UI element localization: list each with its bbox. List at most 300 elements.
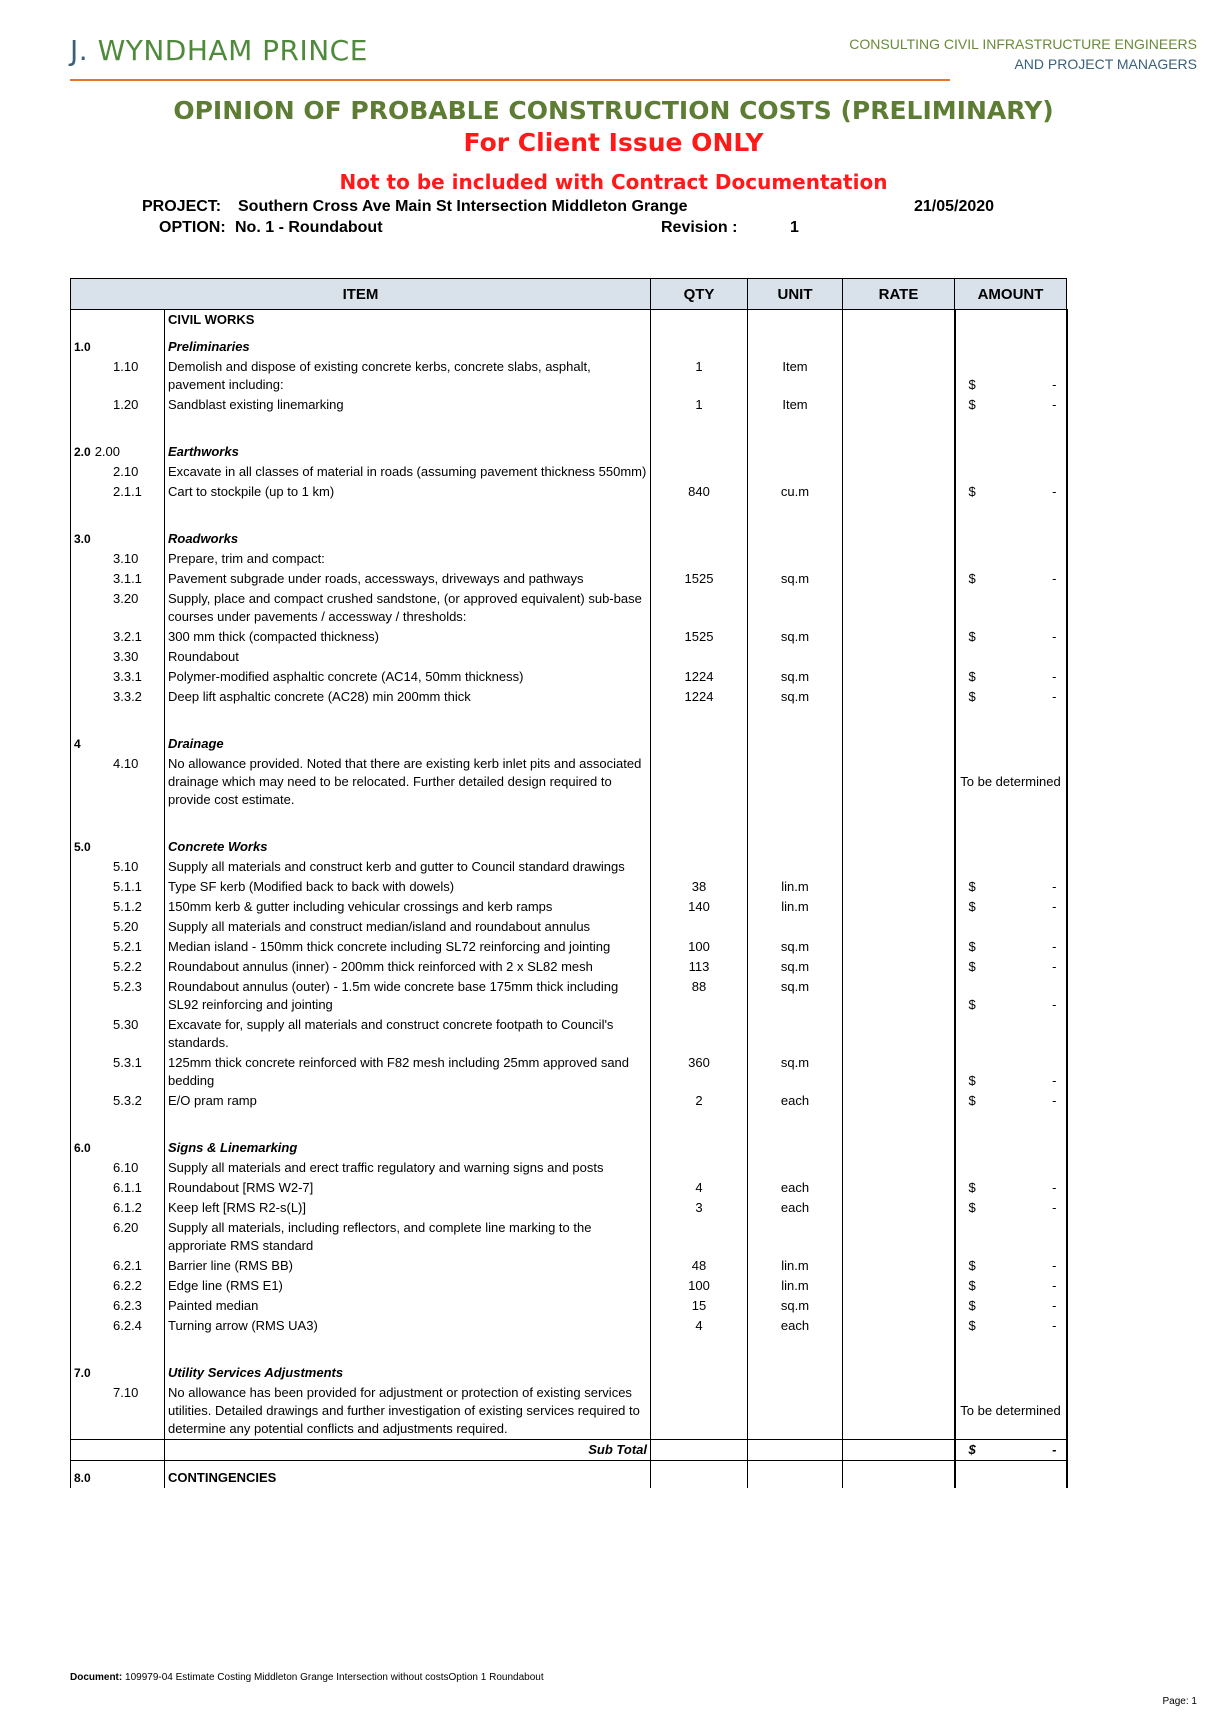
item-number: 6.20: [71, 1218, 165, 1256]
item-qty: [651, 917, 748, 937]
item-text: Excavate in all classes of material in roads (assuming pavement thickness 550mm): [168, 464, 647, 479]
table-row: [71, 627, 1067, 647]
item-unit: [748, 1218, 843, 1256]
currency-symbol: $: [968, 377, 976, 392]
item-description: [165, 502, 651, 522]
item-rate: [843, 917, 955, 937]
item-rate: [843, 1440, 955, 1461]
item-qty: 113: [651, 957, 748, 977]
table-row: [71, 522, 1067, 549]
item-description: [165, 1218, 651, 1256]
item-description: [165, 310, 651, 331]
item-number: [71, 435, 165, 462]
item-description: [165, 917, 651, 937]
item-amount: [955, 502, 1067, 522]
item-description: [165, 395, 651, 415]
table-row: [71, 1461, 1067, 1489]
item-text: Roundabout: [168, 649, 239, 664]
item-description: [165, 1316, 651, 1336]
item-text: Roundabout [RMS W2-7]: [168, 1180, 314, 1195]
item-amount: [955, 1053, 1067, 1091]
item-unit: [748, 589, 843, 627]
item-description: [165, 330, 651, 357]
item-rate: [843, 1218, 955, 1256]
item-amount: [955, 415, 1067, 435]
amount-value: [959, 898, 1063, 916]
table-header-row: [71, 279, 1067, 310]
item-text: Supply, place and compact crushed sandstone, (or approved equivalent) sub-base courses under pavements / accessway / thresholds:: [168, 591, 642, 624]
item-description: [165, 357, 651, 395]
item-unit: [748, 917, 843, 937]
item-amount: [955, 1296, 1067, 1316]
item-amount: [955, 687, 1067, 707]
item-qty: [651, 830, 748, 857]
item-qty: 15: [651, 1296, 748, 1316]
item-amount: [955, 957, 1067, 977]
item-number: 5.2.2: [71, 957, 165, 977]
page-number: Page: 1: [1162, 1696, 1197, 1707]
item-description: [165, 830, 651, 857]
amount-dash: -: [1052, 1298, 1057, 1313]
table-row: [71, 1091, 1067, 1111]
item-rate: [843, 1111, 955, 1131]
currency-symbol: $: [968, 1442, 976, 1457]
item-number: 4.10: [71, 754, 165, 810]
item-rate: [843, 1158, 955, 1178]
item-text: E/O pram ramp: [168, 1093, 257, 1108]
option-value: No. 1 - Roundabout: [235, 219, 383, 236]
item-amount: [955, 1111, 1067, 1131]
table-row: [71, 897, 1067, 917]
item-unit: [748, 310, 843, 331]
header-qty: QTY: [651, 279, 748, 310]
amount-dash: -: [1052, 899, 1057, 914]
item-text: Edge line (RMS E1): [168, 1278, 283, 1293]
item-number: [71, 1131, 165, 1158]
item-description: [165, 1296, 651, 1316]
currency-symbol: $: [968, 1093, 976, 1108]
item-number: 6.10: [71, 1158, 165, 1178]
section-number: 2.0: [74, 445, 91, 459]
amount-tbd: To be determined: [960, 1403, 1061, 1418]
item-amount: [955, 1218, 1067, 1256]
amount-value: [959, 938, 1063, 956]
item-text: Type SF kerb (Modified back to back with dowels): [168, 879, 455, 894]
item-rate: [843, 810, 955, 830]
item-qty: [651, 1383, 748, 1440]
item-unit: cu.m: [748, 482, 843, 502]
section-number: 8.0: [74, 1471, 91, 1485]
item-qty: 3: [651, 1198, 748, 1218]
item-number: 5.1.2: [71, 897, 165, 917]
item-qty: [651, 1440, 748, 1461]
item-amount: [955, 627, 1067, 647]
item-qty: [651, 857, 748, 877]
item-description: [165, 957, 651, 977]
item-description: [165, 462, 651, 482]
amount-value: [959, 1199, 1063, 1217]
revision-value: 1: [790, 219, 799, 236]
amount-value: [959, 483, 1063, 501]
amount-dash: -: [1052, 669, 1057, 684]
item-text: Supply all materials and construct kerb and gutter to Council standard drawings: [168, 859, 625, 874]
item-description: [165, 589, 651, 627]
currency-symbol: $: [968, 629, 976, 644]
table-row: [71, 589, 1067, 627]
item-number: [71, 727, 165, 754]
item-amount: [955, 810, 1067, 830]
item-unit: sq.m: [748, 569, 843, 589]
item-amount: [955, 897, 1067, 917]
item-qty: [651, 415, 748, 435]
item-description: [165, 754, 651, 810]
item-description: [165, 627, 651, 647]
currency-symbol: $: [968, 484, 976, 499]
amount-value: [959, 570, 1063, 588]
item-text: No allowance provided. Noted that there are existing kerb inlet pits and associated drainage which may need to be relocated. Further detailed design required to provide cost estimate.: [168, 756, 642, 807]
item-rate: [843, 957, 955, 977]
item-number: [71, 1440, 165, 1461]
item-description: [165, 569, 651, 589]
option-label: OPTION:: [159, 219, 226, 236]
header-rate: RATE: [843, 279, 955, 310]
item-text: Demolish and dispose of existing concrete kerbs, concrete slabs, asphalt, pavement including:: [168, 359, 591, 392]
item-number: [71, 310, 165, 331]
table-row: [71, 957, 1067, 977]
table-row: [71, 1256, 1067, 1276]
currency-symbol: $: [968, 899, 976, 914]
amount-value: [959, 878, 1063, 896]
item-rate: [843, 667, 955, 687]
item-text: Excavate for, supply all materials and construct concrete footpath to Council's standards.: [168, 1017, 614, 1050]
item-qty: 840: [651, 482, 748, 502]
amount-dash: -: [1052, 1442, 1057, 1457]
item-qty: [651, 1131, 748, 1158]
revision-label: Revision :: [661, 219, 738, 236]
item-unit: [748, 330, 843, 357]
amount-value: [959, 1297, 1063, 1315]
item-amount: [955, 1198, 1067, 1218]
item-qty: [651, 435, 748, 462]
item-rate: [843, 330, 955, 357]
item-description: [165, 687, 651, 707]
item-description: [165, 1015, 651, 1053]
table-row: [71, 1158, 1067, 1178]
item-unit: [748, 830, 843, 857]
item-unit: [748, 647, 843, 667]
item-unit: Item: [748, 357, 843, 395]
item-text: Drainage: [168, 736, 224, 751]
item-unit: [748, 1336, 843, 1356]
amount-value: [959, 376, 1063, 394]
section-number: 1.0: [74, 340, 91, 354]
item-text: CONTINGENCIES: [168, 1470, 277, 1485]
item-qty: 38: [651, 877, 748, 897]
item-rate: [843, 357, 955, 395]
item-text: Roadworks: [168, 531, 239, 546]
item-unit: [748, 435, 843, 462]
table-row: [71, 917, 1067, 937]
currency-symbol: $: [968, 689, 976, 704]
amount-value: [959, 958, 1063, 976]
table-row: [71, 415, 1067, 435]
currency-symbol: $: [968, 1298, 976, 1313]
item-qty: [651, 1336, 748, 1356]
item-text: Keep left [RMS R2-s(L)]: [168, 1200, 306, 1215]
item-text: Utility Services Adjustments: [168, 1365, 344, 1380]
item-number: [71, 810, 165, 830]
item-number: [71, 1461, 165, 1489]
item-number: 7.10: [71, 1383, 165, 1440]
item-number: [71, 830, 165, 857]
item-qty: [651, 647, 748, 667]
item-rate: [843, 1198, 955, 1218]
item-amount: [955, 977, 1067, 1015]
item-description: [165, 1276, 651, 1296]
item-description: [165, 415, 651, 435]
item-number: [71, 415, 165, 435]
item-amount: [955, 857, 1067, 877]
item-unit: [748, 1383, 843, 1440]
item-amount: [955, 830, 1067, 857]
item-rate: [843, 897, 955, 917]
item-qty: 1: [651, 395, 748, 415]
item-unit: [748, 810, 843, 830]
item-description: [165, 667, 651, 687]
item-description: [165, 1440, 651, 1461]
amount-dash: -: [1052, 484, 1057, 499]
item-amount: [955, 549, 1067, 569]
item-amount: [955, 1356, 1067, 1383]
item-text: Preliminaries: [168, 339, 250, 354]
item-text: Supply all materials, including reflectors, and complete line marking to the approriate RMS standard: [168, 1220, 592, 1253]
item-description: [165, 810, 651, 830]
item-rate: [843, 482, 955, 502]
table-row: [71, 667, 1067, 687]
item-amount: [955, 1091, 1067, 1111]
item-number: 1.20: [71, 395, 165, 415]
client-issue-title: For Client Issue ONLY: [463, 128, 764, 157]
item-unit: each: [748, 1198, 843, 1218]
item-qty: [651, 330, 748, 357]
currency-symbol: $: [968, 1278, 976, 1293]
item-text: Sandblast existing linemarking: [168, 397, 344, 412]
item-unit: [748, 1440, 843, 1461]
item-text: 150mm kerb & gutter including vehicular crossings and kerb ramps: [168, 899, 553, 914]
item-amount: [955, 330, 1067, 357]
item-amount: [955, 647, 1067, 667]
item-amount: [955, 1015, 1067, 1053]
item-amount: [955, 569, 1067, 589]
section-number: 3.0: [74, 532, 91, 546]
amount-dash: -: [1052, 1278, 1057, 1293]
item-amount: [955, 395, 1067, 415]
item-qty: 88: [651, 977, 748, 1015]
item-number: 2.10: [71, 462, 165, 482]
item-number: 5.3.1: [71, 1053, 165, 1091]
item-unit: lin.m: [748, 1256, 843, 1276]
item-qty: [651, 1158, 748, 1178]
amount-dash: -: [1052, 939, 1057, 954]
item-amount: [955, 754, 1067, 810]
item-amount: [955, 1383, 1067, 1440]
item-text: Deep lift asphaltic concrete (AC28) min 200mm thick: [168, 689, 471, 704]
item-text: Barrier line (RMS BB): [168, 1258, 293, 1273]
item-amount: [955, 462, 1067, 482]
item-description: [165, 1178, 651, 1198]
header-rule: [70, 79, 950, 81]
item-description: [165, 482, 651, 502]
item-qty: 48: [651, 1256, 748, 1276]
table-row: [71, 1440, 1067, 1461]
currency-symbol: $: [968, 879, 976, 894]
amount-dash: -: [1052, 1200, 1057, 1215]
item-unit: [748, 1461, 843, 1489]
item-unit: lin.m: [748, 1276, 843, 1296]
table-row: [71, 830, 1067, 857]
item-description: [165, 1158, 651, 1178]
item-unit: Item: [748, 395, 843, 415]
item-number: 6.2.4: [71, 1316, 165, 1336]
item-number: 6.1.1: [71, 1178, 165, 1198]
item-rate: [843, 857, 955, 877]
item-description: [165, 1461, 651, 1489]
item-amount: [955, 667, 1067, 687]
item-qty: [651, 1111, 748, 1131]
currency-symbol: $: [968, 959, 976, 974]
amount-value: [959, 396, 1063, 414]
item-amount: [955, 1131, 1067, 1158]
item-rate: [843, 1356, 955, 1383]
item-amount: [955, 482, 1067, 502]
table-row: [71, 1383, 1067, 1440]
amount-dash: -: [1052, 689, 1057, 704]
item-text: Median island - 150mm thick concrete including SL72 reinforcing and jointing: [168, 939, 611, 954]
amount-dash: -: [1052, 879, 1057, 894]
item-number: 3.1.1: [71, 569, 165, 589]
item-amount: [955, 1336, 1067, 1356]
table-row: [71, 727, 1067, 754]
item-amount: [955, 877, 1067, 897]
item-rate: [843, 647, 955, 667]
project-date: 21/05/2020: [914, 198, 995, 215]
table-row: [71, 1276, 1067, 1296]
table-row: [71, 937, 1067, 957]
amount-dash: -: [1052, 1093, 1057, 1108]
amount-dash: -: [1052, 571, 1057, 586]
item-description: [165, 1256, 651, 1276]
item-qty: [651, 502, 748, 522]
table-row: [71, 810, 1067, 830]
item-number: 3.3.1: [71, 667, 165, 687]
item-rate: [843, 1053, 955, 1091]
item-text: Painted median: [168, 1298, 259, 1313]
item-number: 3.2.1: [71, 627, 165, 647]
item-description: [165, 1356, 651, 1383]
item-rate: [843, 627, 955, 647]
item-qty: [651, 462, 748, 482]
amount-value: [959, 628, 1063, 646]
item-rate: [843, 687, 955, 707]
table-row: [71, 1131, 1067, 1158]
item-text: 125mm thick concrete reinforced with F82 mesh including 25mm approved sand bedding: [168, 1055, 630, 1088]
item-unit: sq.m: [748, 667, 843, 687]
currency-symbol: $: [968, 939, 976, 954]
currency-symbol: $: [968, 397, 976, 412]
item-text: Prepare, trim and compact:: [168, 551, 325, 566]
table-row: [71, 569, 1067, 589]
table-row: [71, 1296, 1067, 1316]
item-unit: [748, 707, 843, 727]
item-text: Turning arrow (RMS UA3): [168, 1318, 318, 1333]
item-number: 5.10: [71, 857, 165, 877]
item-number: 3.30: [71, 647, 165, 667]
currency-symbol: $: [968, 571, 976, 586]
item-description: [165, 1053, 651, 1091]
amount-dash: -: [1052, 397, 1057, 412]
item-unit: [748, 502, 843, 522]
item-unit: [748, 1356, 843, 1383]
table-row: [71, 357, 1067, 395]
item-number: [71, 1111, 165, 1131]
section-number: 7.0: [74, 1366, 91, 1380]
item-rate: [843, 549, 955, 569]
item-text: 300 mm thick (compacted thickness): [168, 629, 379, 644]
item-unit: [748, 857, 843, 877]
table-row: [71, 1218, 1067, 1256]
item-rate: [843, 1178, 955, 1198]
item-unit: [748, 415, 843, 435]
table-row: [71, 435, 1067, 462]
item-rate: [843, 1091, 955, 1111]
table-row: [71, 647, 1067, 667]
item-amount: [955, 435, 1067, 462]
item-rate: [843, 1296, 955, 1316]
item-description: [165, 1131, 651, 1158]
currency-symbol: $: [968, 1200, 976, 1215]
item-number: 6.2.2: [71, 1276, 165, 1296]
amount-value: [959, 1441, 1063, 1459]
amount-dash: -: [1052, 1073, 1057, 1088]
item-unit: sq.m: [748, 1296, 843, 1316]
table-row: [71, 1111, 1067, 1131]
amount-value: [959, 996, 1063, 1014]
item-number: 5.2.1: [71, 937, 165, 957]
item-number: [71, 330, 165, 357]
item-rate: [843, 1316, 955, 1336]
item-rate: [843, 830, 955, 857]
item-unit: [748, 1015, 843, 1053]
item-text: Concrete Works: [168, 839, 268, 854]
item-amount: [955, 310, 1067, 331]
item-amount: [955, 917, 1067, 937]
item-description: [165, 897, 651, 917]
item-rate: [843, 707, 955, 727]
table-row: [71, 395, 1067, 415]
item-description: [165, 522, 651, 549]
item-qty: [651, 707, 748, 727]
item-qty: [651, 1461, 748, 1489]
table-row: [71, 687, 1067, 707]
item-amount: [955, 589, 1067, 627]
item-description: [165, 1198, 651, 1218]
item-amount: [955, 522, 1067, 549]
amount-value: [959, 1257, 1063, 1275]
item-rate: [843, 877, 955, 897]
table-row: [71, 310, 1067, 331]
item-rate: [843, 522, 955, 549]
amount-value: [959, 668, 1063, 686]
